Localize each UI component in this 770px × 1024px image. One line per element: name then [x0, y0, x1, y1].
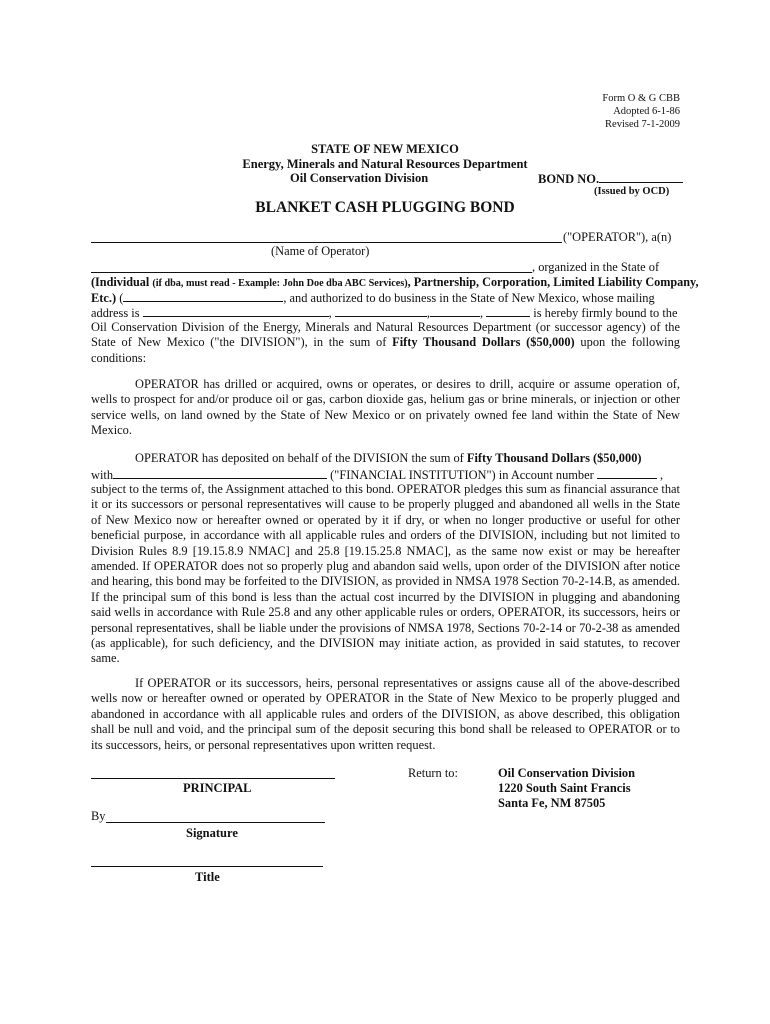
- bound-to-text: is hereby firmly bound to the: [533, 306, 678, 320]
- operator-name-line[interactable]: [91, 242, 562, 243]
- paragraph-deposit-body: [91, 482, 680, 667]
- bond-no-field[interactable]: [538, 171, 683, 187]
- address-state-blank[interactable]: [430, 305, 480, 317]
- bond-no-blank[interactable]: [599, 171, 683, 183]
- return-address-line3: Santa Fe, NM 87505: [498, 796, 606, 810]
- authorization-row: Etc.) ( , and authorized to do business in the State of New Mexico, whose mailing: [91, 291, 655, 305]
- address-city-blank[interactable]: [335, 305, 427, 317]
- account-number-blank[interactable]: [597, 467, 657, 479]
- entity-etc: Etc.): [91, 291, 117, 305]
- organization-line[interactable]: [91, 272, 532, 273]
- financial-institution-row: [91, 467, 663, 483]
- state-of-organization-blank[interactable]: [123, 290, 283, 302]
- principal-label: PRINCIPAL: [183, 781, 252, 795]
- signature-line[interactable]: [106, 822, 325, 823]
- paragraph-release-text: If OPERATOR or its successors, heirs, personal representatives or assigns cause all of the above-described wells now or hereafter owned or operated by OPERATOR in the State of New Mexico to be properly plugged and abandoned in accordance with all applicable rules and orders of the DIVISION, as above described, this obligation shall be null and void, and the principal sum of the deposit securing this bond shall be released to OPERATOR or to its successors, heirs, or personal representatives upon written request.: [91, 676, 680, 752]
- by-row: [91, 809, 105, 824]
- return-to-label: Return to:: [408, 766, 458, 780]
- organized-in-state: , organized in the State of: [532, 260, 660, 274]
- financial-institution-blank[interactable]: [113, 467, 327, 479]
- address-label: address is: [91, 306, 140, 320]
- department-heading: Energy, Minerals and Natural Resources Department: [242, 157, 528, 171]
- address-zip-blank[interactable]: [486, 305, 530, 317]
- paragraph-operations: [91, 377, 680, 439]
- entity-individual: (Individual: [91, 275, 150, 289]
- with-label: with: [91, 468, 114, 482]
- entity-types: , Partnership, Corporation, Limited Liability Company,: [407, 275, 699, 289]
- obligation-text-2: upon the following conditions:: [91, 335, 680, 365]
- form-revised: Revised 7-1-2009: [605, 119, 680, 130]
- financial-institution-text: ("FINANCIAL INSTITUTION") in Account number: [327, 468, 597, 482]
- paragraph-deposit: [91, 451, 680, 466]
- state-heading: STATE OF NEW MEXICO: [311, 142, 459, 156]
- signature-label: Signature: [186, 826, 238, 840]
- address-street-blank[interactable]: [143, 305, 329, 317]
- bond-obligation-text: [91, 320, 680, 366]
- title-line[interactable]: [91, 866, 323, 867]
- operator-suffix: ("OPERATOR"), a(n): [563, 230, 672, 244]
- form-name: Form O & G CBB: [602, 93, 680, 104]
- by-label: By: [91, 809, 106, 823]
- dba-note: (if dba, must read - Example: John Doe dba ABC Services): [152, 278, 408, 289]
- return-address-line1: Oil Conservation Division: [498, 766, 635, 780]
- paragraph-release: [91, 676, 680, 753]
- division-heading: Oil Conservation Division: [290, 171, 429, 185]
- title-label: Title: [195, 870, 220, 884]
- obligation-sum: Fifty Thousand Dollars ($50,000): [392, 335, 575, 350]
- deposit-sum: Fifty Thousand Dollars ($50,000): [466, 451, 642, 465]
- obligation-text-1: Oil Conservation Division of the Energy, Minerals and Natural Resources Department (or successor agency) of the State of New Mexico ("the DIVISION"), in the sum of: [91, 320, 680, 350]
- name-of-operator-caption: (Name of Operator): [271, 244, 370, 258]
- return-address-line2: 1220 South Saint Francis: [498, 781, 631, 795]
- entity-type-row: [91, 275, 699, 290]
- bond-no-label: BOND NO.: [538, 172, 600, 186]
- form-adopted: Adopted 6-1-86: [613, 106, 680, 117]
- deposit-lead: OPERATOR has deposited on behalf of the DIVISION the sum of: [135, 451, 467, 465]
- bond-title: BLANKET CASH PLUGGING BOND: [255, 199, 515, 216]
- trailing-comma: ,: [659, 468, 664, 482]
- form-identifier: [602, 92, 680, 131]
- issued-by-note: (Issued by OCD): [594, 186, 670, 197]
- paragraph-operations-text: OPERATOR has drilled or acquired, owns or operates, or desires to drill, acquire or assume operation of, wells to prospect for and/or produce oil or gas, carbon dioxide gas, helium gas or brine minerals, or injection or other service wells, on land owned by the State of New Mexico or on privately owned fee land within the State of New Mexico.: [91, 377, 680, 438]
- deposit-body-text: subject to the terms of, the Assignment attached to this bond. OPERATOR pledges this sum as financial assurance that it or its successors or personal representatives will cause to be properly plugged and abandoned all wells in the State of New Mexico now or hereafter owned or operated by it if dry, or when no longer productive or useful for other beneficial purpose, in accordance with all applicable rules and orders of the DIVISION, including but not limited to Division Rules 8.9 [19.15.8.9 NMAC] and 25.8 [19.15.25.8 NMAC], as the same now exist or may be hereafter amended. If OPERATOR does not so properly plug and abandon said wells, upon order of the DIVISION after notice and hearing, this bond may be forfeited to the DIVISION, as provided in NMSA 1978 Section 70-2-14.B, as amended. If the principal sum of this bond is less than the actual cost incurred by the DIVISION in plugging and abandoning said wells in accordance with Rule 25.8 and any other applicable rules or orders, OPERATOR, its successors, heirs or personal representatives, shall be liable under the provisions of NMSA 1978, Sections 70-2-14 or 70-2-38 as amended (as applicable), for such deficiency, and the DIVISION may initiate action, as provided in said statutes, to recover same.: [91, 482, 680, 666]
- address-row: address is , , , is hereby firmly bound to the: [91, 306, 678, 320]
- authorized-text: , and authorized to do business in the State of New Mexico, whose mailing: [283, 291, 655, 305]
- principal-line[interactable]: [91, 778, 335, 779]
